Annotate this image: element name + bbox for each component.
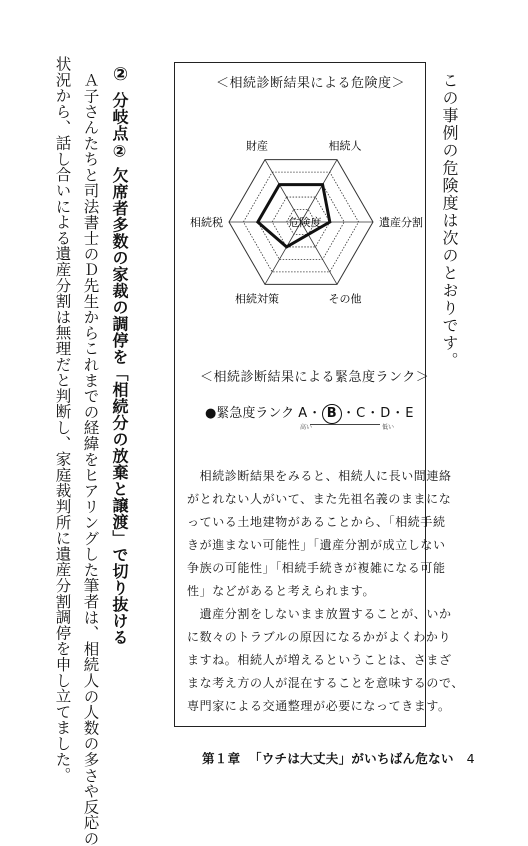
rank-separator: ・ bbox=[366, 406, 381, 421]
commentary-line: 争族の可能性」「相続手続きが複雑になる可能 bbox=[187, 561, 446, 575]
radar-center-label: 危険度 bbox=[288, 216, 322, 229]
rank-letter: D bbox=[380, 406, 392, 421]
rank-separator: ・ bbox=[342, 406, 357, 421]
rank-row bbox=[205, 402, 415, 424]
rank-letter: A bbox=[298, 406, 309, 421]
rank-scale-line bbox=[310, 424, 380, 425]
rank-letter: C bbox=[356, 406, 367, 421]
body-column-1: Ａ子さんたちと司法書士のＤ先生からこれまでの経緯をヒアリングした筆者は、相続人の人数の多さや反応の bbox=[81, 72, 100, 846]
commentary-line: っている土地建物があることから、「相続手続 bbox=[187, 515, 446, 529]
rank-high-label: 低い bbox=[382, 424, 395, 431]
commentary-line: に数々のトラブルの原因になるかがよくわかり bbox=[187, 630, 452, 644]
radar-axis-label: 相続対策 bbox=[235, 292, 279, 306]
section-heading bbox=[111, 64, 129, 92]
radar-axis-label: 相続人 bbox=[328, 139, 362, 153]
rank-letter: E bbox=[405, 406, 415, 421]
commentary-line: がとれない人がいて、また先祖名義のままにな bbox=[187, 492, 452, 506]
rank-separator: ・ bbox=[308, 406, 323, 421]
radar-axis-line bbox=[301, 222, 337, 284]
rank-title: ＜相続診断結果による緊急度ランク＞ bbox=[200, 370, 430, 385]
intro-text: この事例の危険度は次のとおりです。 bbox=[440, 72, 459, 370]
rank-low-label: 高い bbox=[300, 424, 313, 431]
section-number: ② bbox=[110, 64, 131, 86]
radar-chart bbox=[176, 92, 426, 322]
radar-axis-label: その他 bbox=[328, 292, 362, 306]
radar-axis-label: 相続税 bbox=[190, 216, 223, 229]
rank-label: ●緊急度ランク bbox=[205, 406, 295, 421]
radar-title: ＜相続診断結果による危険度＞ bbox=[216, 76, 406, 91]
rank-letter: B bbox=[322, 404, 342, 424]
commentary-line: 専門家による交通整理が必要になってきます。 bbox=[187, 699, 451, 713]
commentary-line: ますね。相続人が増えるということは、さまざ bbox=[187, 653, 452, 667]
radar-axis-line bbox=[265, 160, 301, 222]
commentary-line: きが進まない可能性」「遺産分割が成立しない bbox=[187, 538, 446, 552]
radar-labels bbox=[190, 139, 423, 306]
body-column-2: 状況から、話し合いによる遺産分割は無理だと判断し、家庭裁判所に遺産分割調停を申し立てました。 bbox=[53, 56, 72, 783]
footer-title: 「ウチは大丈夫」がいちばん危ない bbox=[248, 751, 454, 766]
commentary-line: まな考え方の人が混在することを意味するので、 bbox=[187, 676, 464, 690]
page-footer bbox=[202, 749, 475, 767]
radar-axis-line bbox=[301, 160, 337, 222]
radar-axis-label: 遺産分割 bbox=[379, 216, 423, 229]
commentary-line: 性」などがあると考えられます。 bbox=[187, 584, 376, 598]
rank-letters bbox=[298, 406, 414, 421]
section-heading-text: 分岐点② 欠席者多数の家裁の調停を「相続分の放棄と譲渡」で切り抜ける bbox=[110, 92, 129, 646]
radar-axis-label: 財産 bbox=[246, 139, 268, 153]
footer-chapter: 第１章 bbox=[202, 751, 241, 766]
rank-separator: ・ bbox=[391, 406, 406, 421]
commentary-line: 遺産分割をしないまま放置することが、いか bbox=[187, 607, 452, 621]
commentary-line: 相続診断結果をみると、相続人に長い間連絡 bbox=[187, 469, 452, 483]
page-number: 4 bbox=[466, 751, 475, 766]
